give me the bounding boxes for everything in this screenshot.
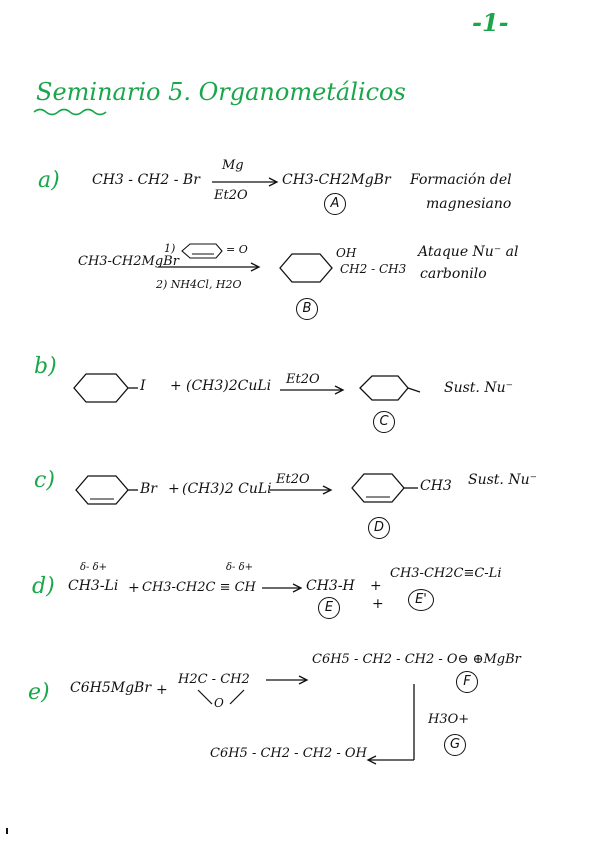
page-number: -1- — [472, 8, 509, 37]
a-r2-product-chain: CH2 - CH3 — [340, 262, 407, 276]
tag-G: G — [444, 734, 466, 756]
d-charges-left: δ- δ+ — [80, 562, 107, 573]
a-r1-reagent-top: Mg — [222, 158, 244, 173]
a-r1-reagent-bottom: Et2O — [214, 188, 248, 203]
section-c-label: c) — [34, 468, 55, 493]
d-product-2: CH3-CH2C≡C-Li — [390, 566, 502, 581]
c-plus: + — [168, 481, 180, 497]
tag-C: C — [373, 411, 395, 433]
d-product-plus: + — [370, 578, 382, 594]
tag-F: F — [456, 671, 478, 693]
b-substituent: I — [140, 378, 146, 394]
a-r2-step2: 2) NH4Cl, H2O — [156, 278, 242, 291]
d-tags-plus: + — [372, 596, 384, 612]
a-r2-note-2: carbonilo — [420, 266, 487, 282]
e-plus: + — [156, 682, 168, 698]
b-reagent: (CH3)2CuLi — [186, 378, 272, 394]
section-a-label: a) — [38, 168, 60, 193]
e-workup: H3O+ — [428, 712, 470, 727]
tag-D: D — [368, 517, 390, 539]
a-r1-note-1: Formación del — [410, 172, 512, 188]
e-final-product: C6H5 - CH2 - CH2 - OH — [210, 746, 367, 761]
c-note: Sust. Nu⁻ — [468, 472, 537, 488]
d-plus: + — [128, 580, 140, 596]
e-intermediate: C6H5 - CH2 - CH2 - O⊖ ⊕MgBr — [312, 652, 521, 667]
a-r1-note-2: magnesiano — [426, 196, 512, 212]
a-r1-reactant: CH3 - CH2 - Br — [92, 172, 200, 188]
b-plus: + — [170, 378, 182, 394]
d-charges-right: δ- δ+ — [226, 562, 253, 573]
e-tag-2 — [444, 733, 466, 756]
tag-E-prime: E' — [408, 589, 434, 611]
section-b-label: b) — [34, 354, 57, 379]
a-r2-step1-prefix: 1) — [164, 242, 176, 255]
e-epoxide-top: H2C - CH2 — [178, 672, 250, 687]
section-d-label: d) — [32, 574, 55, 599]
c-substituent: Br — [140, 481, 157, 497]
d-reactant-2: CH3-CH2C ≡ CH — [142, 580, 256, 595]
a-r2-step1-suffix: = O — [226, 243, 248, 256]
b-arrow-label: Et2O — [286, 372, 320, 387]
tag-E: E — [318, 597, 340, 619]
margin-mark — [6, 828, 8, 834]
a-r2-note-1: Ataque Nu⁻ al — [418, 244, 519, 260]
e-epoxide-o: O — [214, 696, 224, 710]
e-reactant-1: C6H5MgBr — [70, 680, 152, 696]
b-note: Sust. Nu⁻ — [444, 380, 513, 396]
a-r1-product: CH3-CH2MgBr — [282, 172, 391, 188]
a-r2-product-oh: OH — [336, 246, 357, 260]
c-reagent: (CH3)2 CuLi — [182, 481, 272, 497]
d-product-1: CH3-H — [306, 578, 355, 594]
c-arrow-label: Et2O — [276, 472, 310, 487]
tag-B: B — [296, 298, 318, 320]
c-product-substituent: CH3 — [420, 478, 452, 494]
a-r2-reactant: CH3-CH2MgBr — [78, 254, 179, 269]
d-reactant-1: CH3-Li — [68, 578, 119, 594]
tag-A: A — [324, 193, 346, 215]
page-title: Seminario 5. Organometálicos — [36, 78, 406, 106]
section-e-label: e) — [28, 680, 50, 705]
